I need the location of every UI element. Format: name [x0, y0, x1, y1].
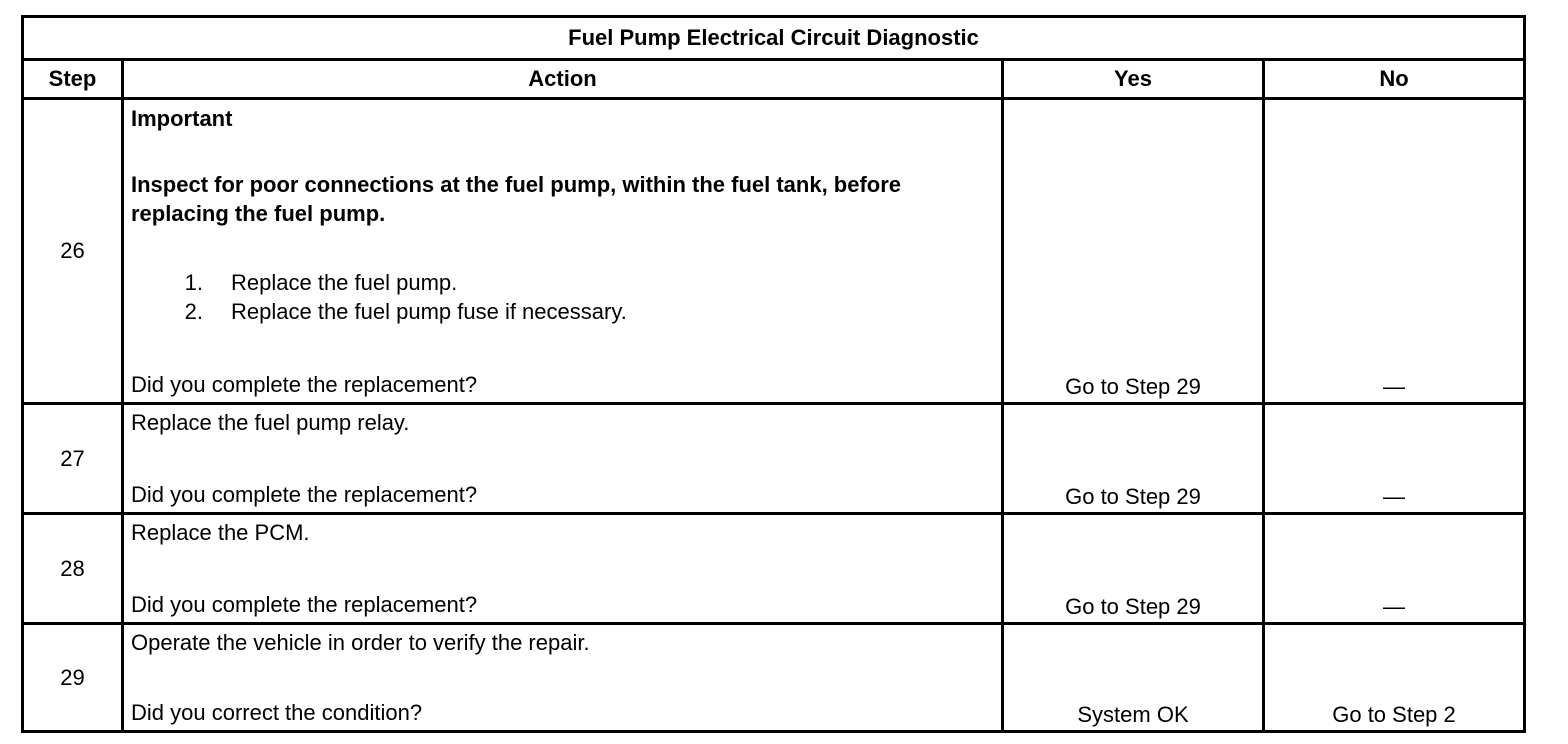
header-no: No	[1264, 60, 1525, 99]
action-cell	[123, 624, 1003, 732]
table-title: Fuel Pump Electrical Circuit Diagnostic	[23, 17, 1525, 60]
step-number: 29	[23, 624, 123, 732]
no-cell: —	[1264, 99, 1525, 404]
step-number: 28	[23, 514, 123, 624]
table-row	[23, 404, 1525, 514]
table-row	[23, 514, 1525, 624]
header-action: Action	[123, 60, 1003, 99]
step-number: 27	[23, 404, 123, 514]
table-row	[23, 99, 1525, 404]
header-yes: Yes	[1003, 60, 1264, 99]
table-row	[23, 624, 1525, 732]
question-text: Did you correct the condition?	[131, 700, 423, 725]
question-text: Did you complete the replacement?	[131, 592, 478, 617]
diagnostic-table	[21, 15, 1526, 733]
action-text: Operate the vehicle in order to verify the repair.	[131, 630, 590, 655]
action-text: Replace the fuel pump relay.	[131, 410, 410, 435]
header-step: Step	[23, 60, 123, 99]
list-item	[131, 297, 995, 326]
yes-cell: Go to Step 29	[1003, 514, 1264, 624]
step-number: 26	[23, 99, 123, 404]
action-cell	[123, 514, 1003, 624]
yes-cell: Go to Step 29	[1003, 99, 1264, 404]
important-label: Important	[131, 106, 233, 131]
action-text: Replace the PCM.	[131, 520, 310, 545]
no-cell: Go to Step 2	[1264, 624, 1525, 732]
no-cell: —	[1264, 514, 1525, 624]
question-text: Did you complete the replacement?	[131, 482, 478, 507]
important-text: Inspect for poor connections at the fuel pump, within the fuel tank, before replacing the fuel pump.	[131, 172, 902, 226]
action-cell	[123, 404, 1003, 514]
action-cell	[123, 99, 1003, 404]
yes-cell: System OK	[1003, 624, 1264, 732]
list-item	[131, 268, 995, 297]
list-item-text: Replace the fuel pump fuse if necessary.	[231, 299, 627, 324]
question-text: Did you complete the replacement?	[131, 372, 478, 397]
procedure-list	[131, 268, 995, 326]
yes-cell: Go to Step 29	[1003, 404, 1264, 514]
list-item-number: 1.	[184, 270, 203, 295]
list-item-text: Replace the fuel pump.	[231, 270, 458, 295]
no-cell: —	[1264, 404, 1525, 514]
list-item-number: 2.	[184, 299, 203, 324]
